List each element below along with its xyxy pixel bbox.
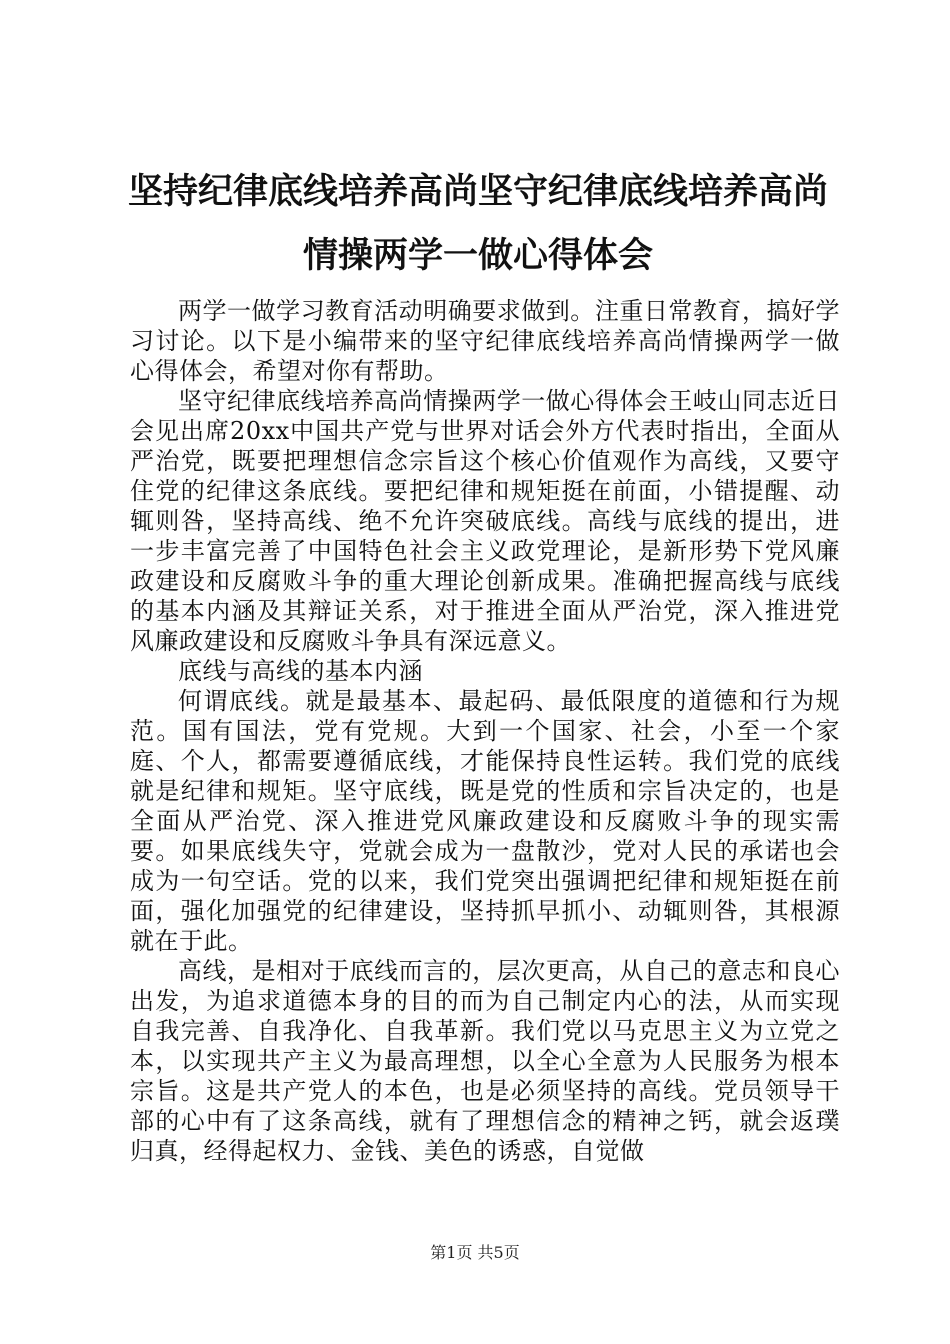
section-heading: 底线与高线的基本内涵 (178, 657, 423, 685)
page-footer: 第1页 共5页 (430, 1243, 520, 1262)
paragraph-intro: 两学一做学习教育活动明确要求做到。注重日常教育，搞好学习讨论。以下是小编带来的坚守纪律底线培养高尚情操两学一做心得体会，希望对你有帮助。 (130, 297, 840, 385)
title-line-2: 情操两学一做心得体会 (302, 235, 653, 276)
document-title (118, 160, 838, 288)
paragraph-main: 坚守纪律底线培养高尚情操两学一做心得体会王岐山同志近日会见出席20xx中国共产党与世界对话会外方代表时指出，全面从严治党，既要把理想信念宗旨这个核心价值观作为高线，又要守住党的纪律这条底线。要把纪律和规矩挺在前面，小错提醒、动辄则咎，坚持高线、绝不允许突破底线。高线与底线的提出，进一步丰富完善了中国特色社会主义政党理论，是新形势下党风廉政建设和反腐败斗争的重大理论创新成果。准确把握高线与底线的基本内涵及其辩证关系，对于推进全面从严治党，深入推进党风廉政建设和反腐败斗争具有深远意义。 (130, 387, 840, 655)
document-body (130, 296, 840, 1166)
paragraph-bottom-line: 何谓底线。就是最基本、最起码、最低限度的道德和行为规范。国有国法，党有党规。大到一个国家、社会，小至一个家庭、个人，都需要遵循底线，才能保持良性运转。我们党的底线就是纪律和规矩。坚守底线，既是党的性质和宗旨决定的，也是全面从严治党、深入推进党风廉政建设和反腐败斗争的现实需要。如果底线失守，党就会成为一盘散沙，党对人民的承诺也会成为一句空话。党的以来，我们党突出强调把纪律和规矩挺在前面，强化加强党的纪律建设，坚持抓早抓小、动辄则咎，其根源就在于此。 (130, 687, 840, 955)
title-line-1: 坚持纪律底线培养高尚坚守纪律底线培养高尚 (127, 171, 828, 212)
paragraph-high-line: 高线，是相对于底线而言的，层次更高，从自己的意志和良心出发，为追求道德本身的目的而为自己制定内心的法，从而实现自我完善、自我净化、自我革新。我们党以马克思主义为立党之本，以实现共产主义为最高理想，以全心全意为人民服务为根本宗旨。这是共产党人的本色，也是必须坚持的高线。党员领导干部的心中有了这条高线，就有了理想信念的精神之钙，就会返璞归真，经得起权力、金钱、美色的诱惑，自觉做 (130, 957, 840, 1165)
